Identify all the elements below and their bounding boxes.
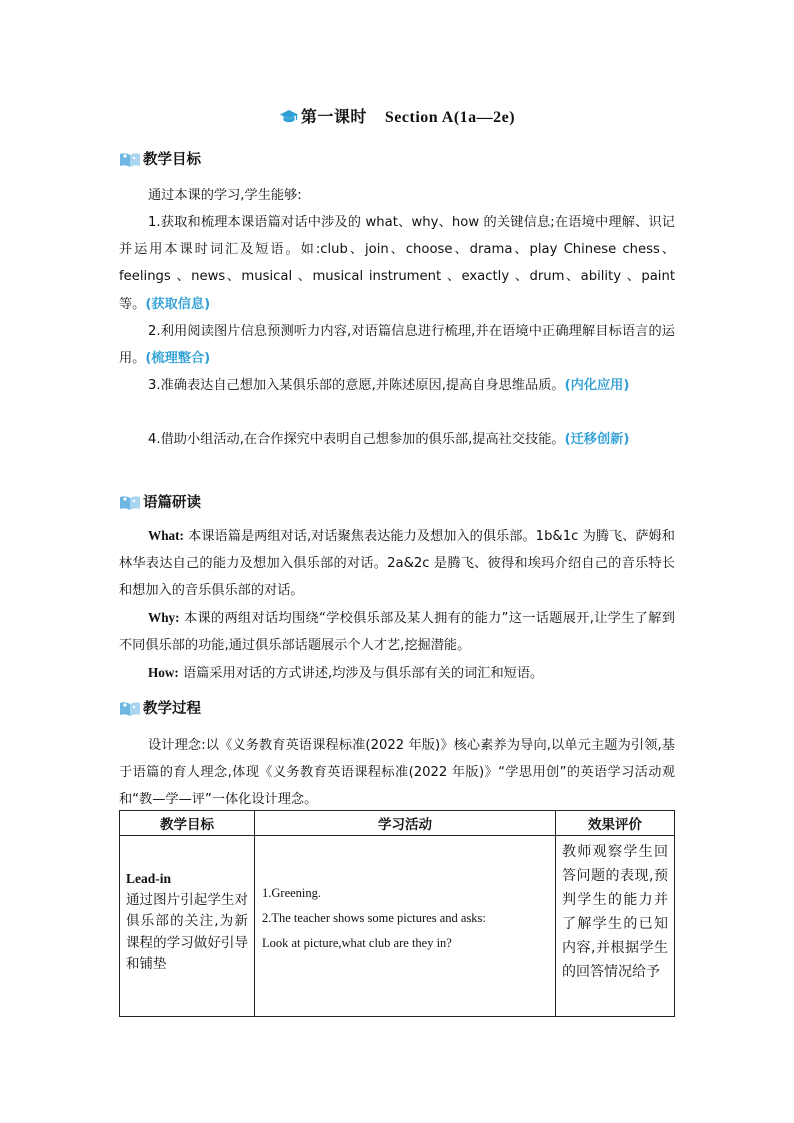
what-text: 本课语篇是两组对话,对话聚焦表达能力及想加入的俱乐部。1b&1c 为腾飞、萨姆和林华表达自己的能力及想加入俱乐部的对话。2a&2c 是腾飞、彼得和埃玛介绍自己的音乐特长和想加入的音乐俱乐部的对话。 <box>119 529 675 599</box>
why-label: Why: <box>148 610 180 625</box>
activity-line: 1.Greening. <box>262 886 322 900</box>
column-header: 学习活动 <box>255 811 556 836</box>
column-header: 效果评价 <box>556 811 675 836</box>
objective-item-2 <box>119 318 675 372</box>
section-heading-text: 教学目标 <box>143 152 201 168</box>
objective-text: 4.借助小组活动,在合作探究中表明自己想参加的俱乐部,提高社交技能。 <box>148 432 565 447</box>
activity-cell <box>255 836 556 1017</box>
goal-title: Lead-in <box>126 871 172 886</box>
reading-what <box>119 522 675 605</box>
objective-tag: (迁移创新) <box>564 432 630 447</box>
goal-cell <box>120 836 255 1017</box>
objective-tag: (梳理整合) <box>145 351 211 367</box>
page-title <box>0 104 794 127</box>
objective-item-3 <box>119 372 675 399</box>
section-heading-text: 教学过程 <box>143 701 201 717</box>
open-book-icon <box>119 150 141 168</box>
how-text: 语篇采用对话的方式讲述,均涉及与俱乐部有关的词汇和短语。 <box>178 666 544 681</box>
column-header: 教学目标 <box>120 811 255 836</box>
objective-text: 1.获取和梳理本课语篇对话中涉及的 what、why、how 的关键信息;在语境中理解、识记并运用本课时词汇及短语。如:club、join、choose、drama、play Chinese chess、feelings 、news、musical 、musical instrument 、exactly 、drum、ability 、paint 等。 <box>119 215 675 312</box>
table-header-row <box>120 811 675 836</box>
evaluation-text: 教师观察学生回答问题的表现,预判学生的能力并了解学生的已知内容,并根据学生的回答情况给予 <box>562 844 668 980</box>
objectives-intro: 通过本课的学习,学生能够: <box>148 188 302 203</box>
section-heading-process <box>119 697 201 718</box>
goal-text: 通过图片引起学生对俱乐部的关注,为新课程的学习做好引导和铺垫 <box>126 891 248 973</box>
reading-how <box>119 659 675 687</box>
open-book-icon <box>119 493 141 511</box>
objective-item-1 <box>119 209 675 318</box>
table-row <box>120 836 675 1017</box>
activity-line: Look at picture,what club are they in? <box>262 936 452 950</box>
process-intro: 设计理念:以《义务教育英语课程标准(2022 年版)》核心素养为导向,以单元主题为引领,基于语篇的育人理念,体现《义务教育英语课程标准(2022 年版)》“学思用创”的英语学习活动观和“教—学—评”一体化设计理念。 <box>119 738 675 808</box>
section-heading-reading <box>119 491 201 512</box>
section-heading-text: 语篇研读 <box>143 495 201 511</box>
activity-line: 2.The teacher shows some pictures and asks: <box>262 911 486 925</box>
graduation-cap-icon <box>279 109 299 125</box>
evaluation-cell <box>556 836 675 1017</box>
why-text: 本课的两组对话均围绕“学校俱乐部及某人拥有的能力”这一话题展开,让学生了解到不同俱乐部的功能,通过俱乐部话题展示个人才艺,挖掘潜能。 <box>119 611 675 654</box>
section-heading-objectives <box>119 148 201 169</box>
what-label: What: <box>148 528 184 543</box>
title-en: Section A(1a—2e) <box>384 109 516 126</box>
objective-tag: (获取信息) <box>145 296 211 312</box>
reading-why <box>119 604 675 659</box>
objective-text: 2.利用阅读图片信息预测听力内容,对语篇信息进行梳理,并在语境中正确理解目标语言的运用。 <box>119 324 675 367</box>
objective-text: 3.准确表达自己想加入某俱乐部的意愿,并陈述原因,提高自身思维品质。 <box>148 378 565 393</box>
process-table <box>119 810 675 1017</box>
title-cn: 第一课时 <box>300 109 367 126</box>
objective-tag: (内化应用) <box>564 378 630 393</box>
objective-item-4 <box>119 426 675 453</box>
how-label: How: <box>148 665 179 680</box>
open-book-icon <box>119 699 141 717</box>
